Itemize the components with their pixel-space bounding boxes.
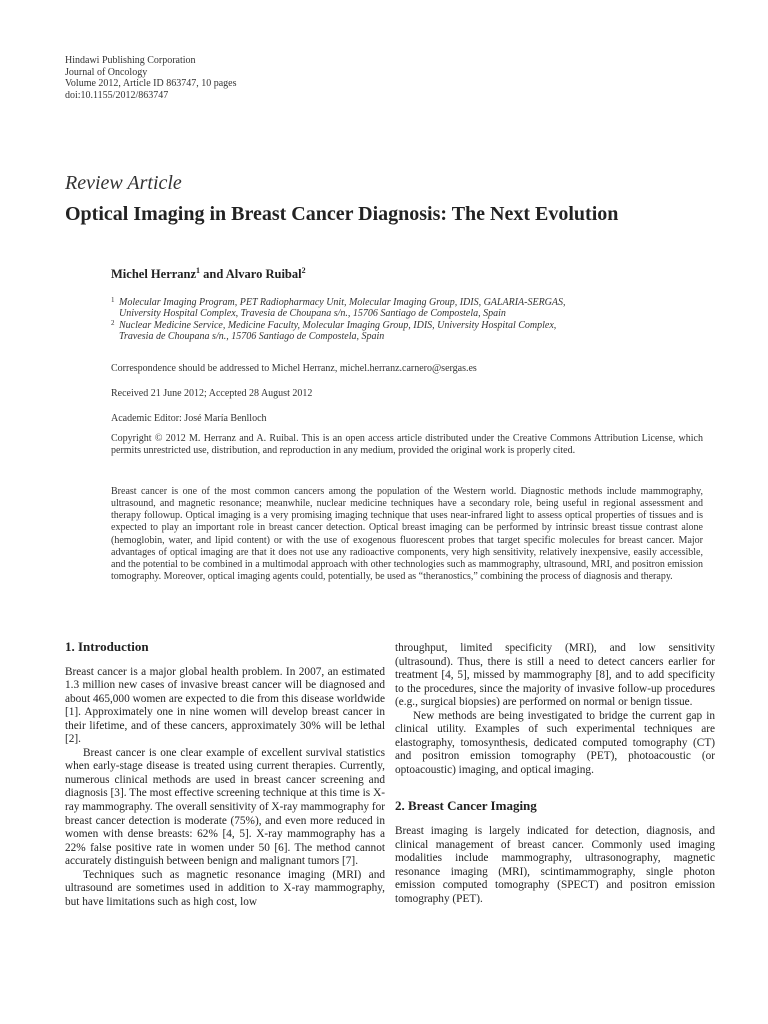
author-affil-marker: 1 bbox=[196, 266, 201, 275]
right-column bbox=[395, 642, 715, 906]
copyright-notice: Copyright © 2012 M. Herranz and A. Ruibal. This is an open access article distributed under the Creative Commons Attribution License, which permits unrestricted use, distribution, and reproduction in any medium, provided the original work is properly cited. bbox=[111, 433, 703, 456]
author-name: Michel Herranz bbox=[111, 267, 197, 282]
article-title: Optical Imaging in Breast Cancer Diagnosis: The Next Evolution bbox=[65, 203, 619, 225]
paragraph: Breast cancer is one clear example of excellent survival statistics when early-stage disease is treated using current therapies. Currently, numerous clinical methods are used in breast cancer screening and diagnosis [3]. The most effective screening technique at this time is X-ray mammography. The overall sensitivity of X-ray mammography for breast cancer detection is moderate (75%), and even more reduced in women with dense breasts: 62% [4, 5]. X-ray mammography has a 22% false positive rate in women under 50 [6]. The method cannot accurately distinguish between benign and malignant tumors [7]. bbox=[65, 746, 385, 868]
paragraph: Breast imaging is largely indicated for detection, diagnosis, and clinical management of breast cancer. Commonly used imaging modalities include mammography, ultrasonography, magnetic resonance imaging (MRI), scintimammography, single photon emission computed tomography (SPECT) and positron emission tomography (PET). bbox=[395, 825, 715, 905]
affiliation-line: Nuclear Medicine Service, Medicine Faculty, Molecular Imaging Group, IDIS, University Hospital Complex, bbox=[119, 319, 557, 331]
author-name: Alvaro Ruibal bbox=[225, 267, 302, 282]
affiliation-marker: 2 bbox=[111, 318, 115, 327]
correspondence: Correspondence should be addressed to Michel Herranz, michel.herranz.carnero@sergas.es bbox=[111, 363, 477, 374]
section-heading: 1. Introduction bbox=[65, 639, 149, 654]
section-heading: 2. Breast Cancer Imaging bbox=[395, 798, 537, 814]
paragraph: Breast cancer is a major global health problem. In 2007, an estimated 1.3 million new cases of invasive breast cancer will be diagnosed and about 465,000 women are expected to die from this disease worldwide [1]. Approximately one in nine women will develop breast cancer in their lifetime, and of these cancers, approximately 30% will be lethal [2]. bbox=[65, 665, 385, 746]
affiliation-line: Molecular Imaging Program, PET Radiopharmacy Unit, Molecular Imaging Group, IDIS, GALARIA-SERGAS, bbox=[119, 297, 566, 308]
affiliations bbox=[111, 297, 566, 342]
affiliation-2 bbox=[111, 320, 566, 343]
author-affil-marker: 2 bbox=[301, 266, 306, 275]
publisher-name: Hindawi Publishing Corporation bbox=[65, 55, 196, 66]
author-connector: and bbox=[200, 267, 226, 282]
journal-header bbox=[65, 55, 236, 101]
abstract: Breast cancer is one of the most common cancers among the population of the Western world. Diagnostic methods include mammography, ultrasound, and magnetic resonance; meanwhile, nuclear medicine techniques have a secondary role, being useful in regional assessment and therapy followup. Optical imaging is a very promising imaging technique that uses near-infrared light to assess optical properties of tissues and is expected to play an important role in breast cancer detection. Optical breast imaging can be performed by intrinsic breast tissue contrast alone (hemoglobin, water, and lipid content) or with the use of exogenous fluorescent probes that target specific molecules for breast cancer. Major advantages of optical imaging are that it does not use any radioactive components, very high sensitivity, relatively inexpensive, easily accessible, and the potential to be combined in a multimodal approach with other technologies such as mammography, ultrasound, MRI, and positron emission tomography. Moreover, optical imaging agents could, potentially, be used as “theranostics,” combining the process of diagnosis and therapy. bbox=[111, 486, 703, 583]
left-column bbox=[65, 640, 385, 909]
affiliation-line: Travesia de Choupana s/n., 15706 Santiago de Compostela, Spain bbox=[119, 330, 385, 342]
affiliation-line: University Hospital Complex, Travesia de Choupana s/n., 15706 Santiago de Compostela, Spain bbox=[119, 308, 506, 320]
paragraph: New methods are being investigated to bridge the current gap in clinical utility. Examples of such experimental techniques are elastography, tomosynthesis, dedicated computed tomography (CT) and positron emission tomography (PET), photoacoustic (or optoacoustic) imaging, and optical imaging. bbox=[395, 709, 715, 776]
affiliation-1 bbox=[111, 297, 566, 320]
paragraph: Techniques such as magnetic resonance imaging (MRI) and ultrasound are sometimes used in addition to X-ray mammography, but have limitations such as high cost, low bbox=[65, 868, 385, 908]
volume-info: Volume 2012, Article ID 863747, 10 pages bbox=[65, 78, 237, 90]
author-list bbox=[111, 266, 306, 282]
received-accepted-dates: Received 21 June 2012; Accepted 28 August 2012 bbox=[111, 388, 313, 399]
paragraph: throughput, limited specificity (MRI), and low sensitivity (ultrasound). Thus, there is still a need to detect cancers earlier for treatment [4, 5], missed by mammography [8], and to add specificity to the procedures, since the majority of invasive follow-up procedures (e.g., surgical biopsies) are performed on normal or benign tissue. bbox=[395, 642, 715, 709]
journal-name: Journal of Oncology bbox=[65, 66, 148, 78]
article-type: Review Article bbox=[65, 172, 182, 194]
affiliation-marker: 1 bbox=[111, 296, 115, 304]
doi: doi:10.1155/2012/863747 bbox=[65, 89, 169, 101]
academic-editor: Academic Editor: José María Benlloch bbox=[111, 413, 267, 424]
